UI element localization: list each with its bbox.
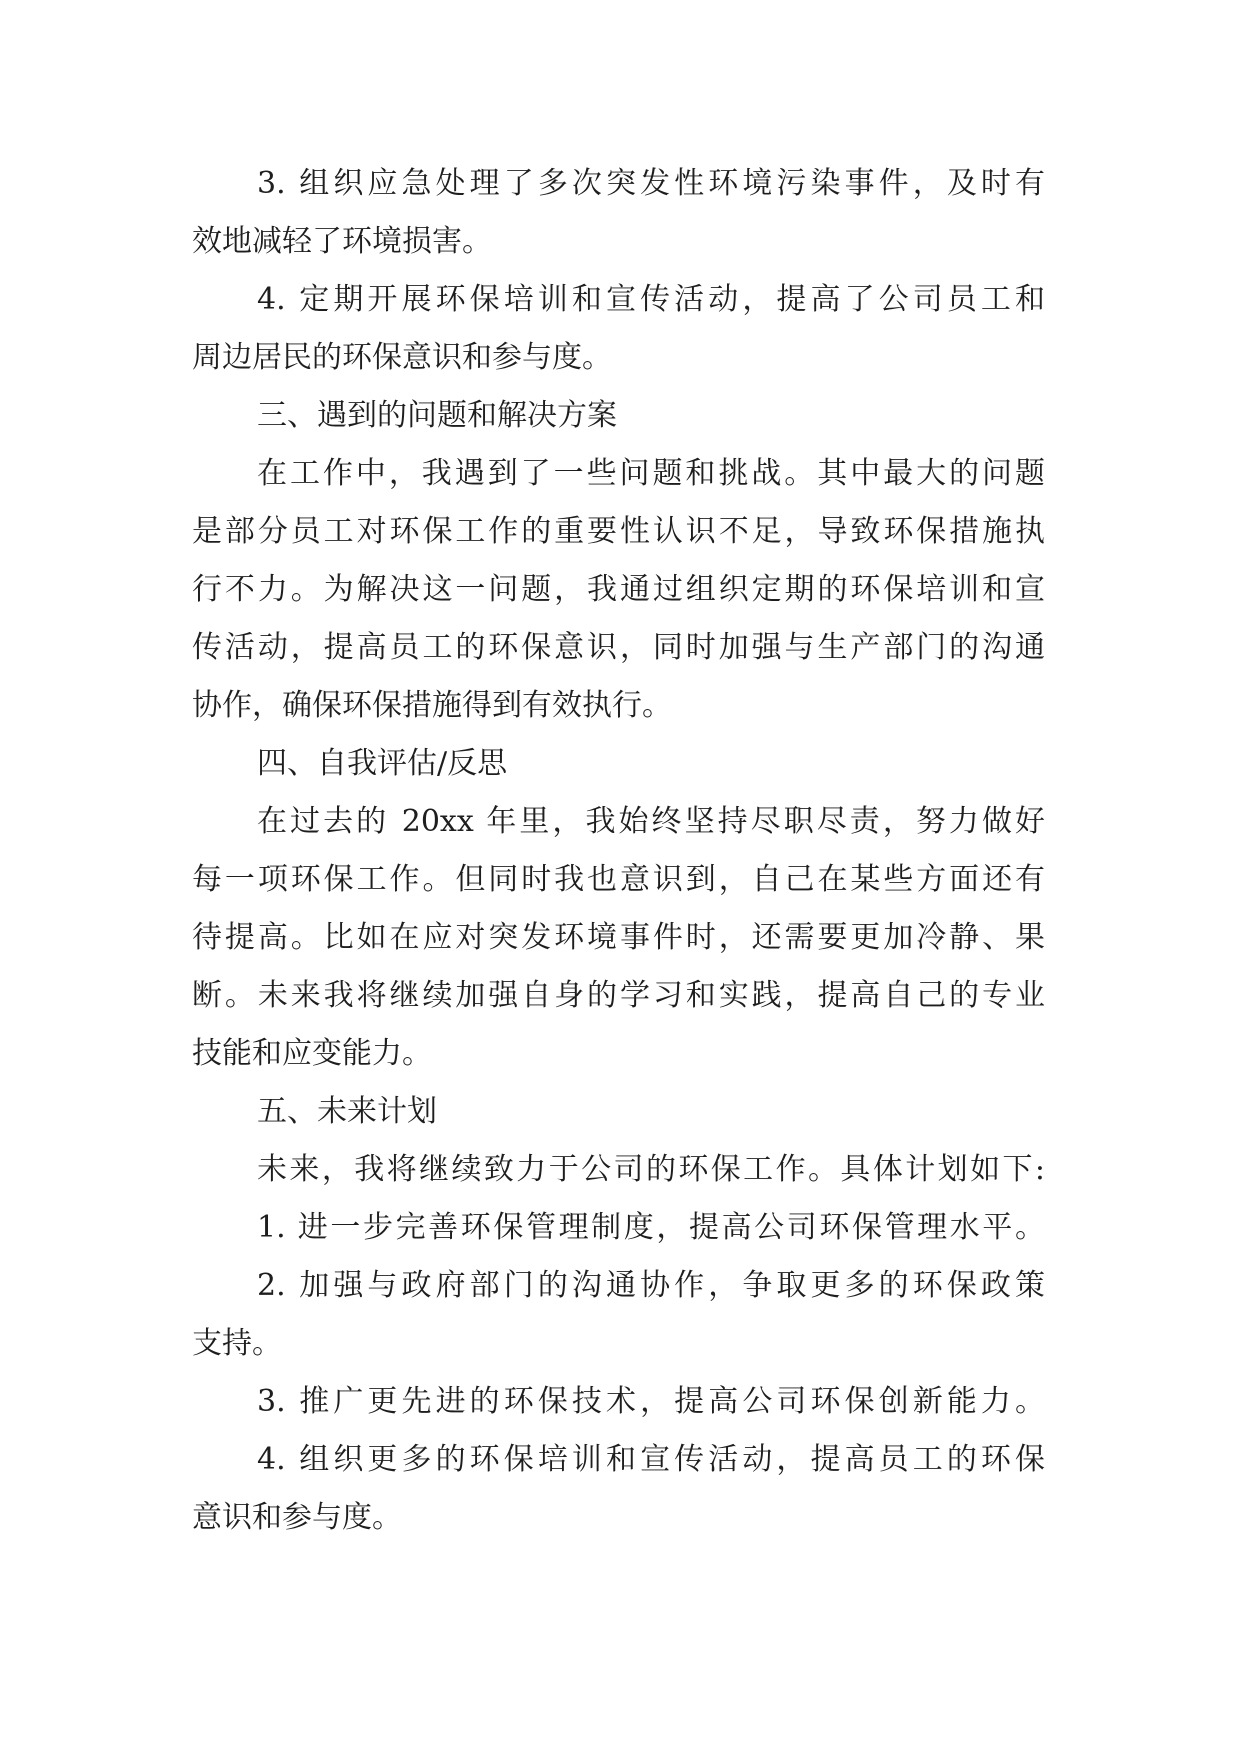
achievement-3-line-2: 效地减轻了环境损害。 (192, 224, 492, 259)
future-plan-intro-line: 未来，我将继续致力于公司的环保工作。具体计划如下: (257, 1152, 1045, 1187)
self-evaluation-line-4: 断。未来我将继续加强自身的学习和实践，提高自己的专业 (192, 978, 1045, 1013)
section-heading-problems: 三、遇到的问题和解决方案 (257, 398, 617, 433)
plan-2-line-2: 支持。 (192, 1326, 282, 1361)
problems-line-1: 在工作中，我遇到了一些问题和挑战。其中最大的问题 (257, 456, 1045, 491)
problems-line-2: 是部分员工对环保工作的重要性认识不足，导致环保措施执 (192, 514, 1045, 549)
section-heading-self-evaluation: 四、自我评估/反思 (257, 746, 508, 781)
plan-1-line: 1. 进一步完善环保管理制度，提高公司环保管理水平。 (257, 1210, 1045, 1245)
problems-line-4: 传活动，提高员工的环保意识，同时加强与生产部门的沟通 (192, 630, 1045, 665)
plan-4-line-1: 4. 组织更多的环保培训和宣传活动，提高员工的环保 (257, 1442, 1045, 1477)
plan-2-line-1: 2. 加强与政府部门的沟通协作，争取更多的环保政策 (257, 1268, 1045, 1303)
problems-line-3: 行不力。为解决这一问题，我通过组织定期的环保培训和宣 (192, 572, 1045, 607)
problems-line-5: 协作，确保环保措施得到有效执行。 (192, 688, 672, 723)
achievement-4-line-2: 周边居民的环保意识和参与度。 (192, 340, 612, 375)
self-evaluation-line-1: 在过去的 20xx 年里，我始终坚持尽职尽责，努力做好 (257, 804, 1045, 839)
self-evaluation-line-2: 每一项环保工作。但同时我也意识到，自己在某些方面还有 (192, 862, 1045, 897)
self-evaluation-line-3: 待提高。比如在应对突发环境事件时，还需要更加冷静、果 (192, 920, 1045, 955)
achievement-4-line-1: 4. 定期开展环保培训和宣传活动，提高了公司员工和 (257, 282, 1045, 317)
plan-3-line: 3. 推广更先进的环保技术，提高公司环保创新能力。 (257, 1384, 1045, 1419)
plan-4-line-2: 意识和参与度。 (192, 1500, 402, 1535)
achievement-3-line-1: 3. 组织应急处理了多次突发性环境污染事件，及时有 (257, 166, 1045, 201)
section-heading-future-plan: 五、未来计划 (257, 1094, 437, 1129)
self-evaluation-line-5: 技能和应变能力。 (192, 1036, 432, 1071)
